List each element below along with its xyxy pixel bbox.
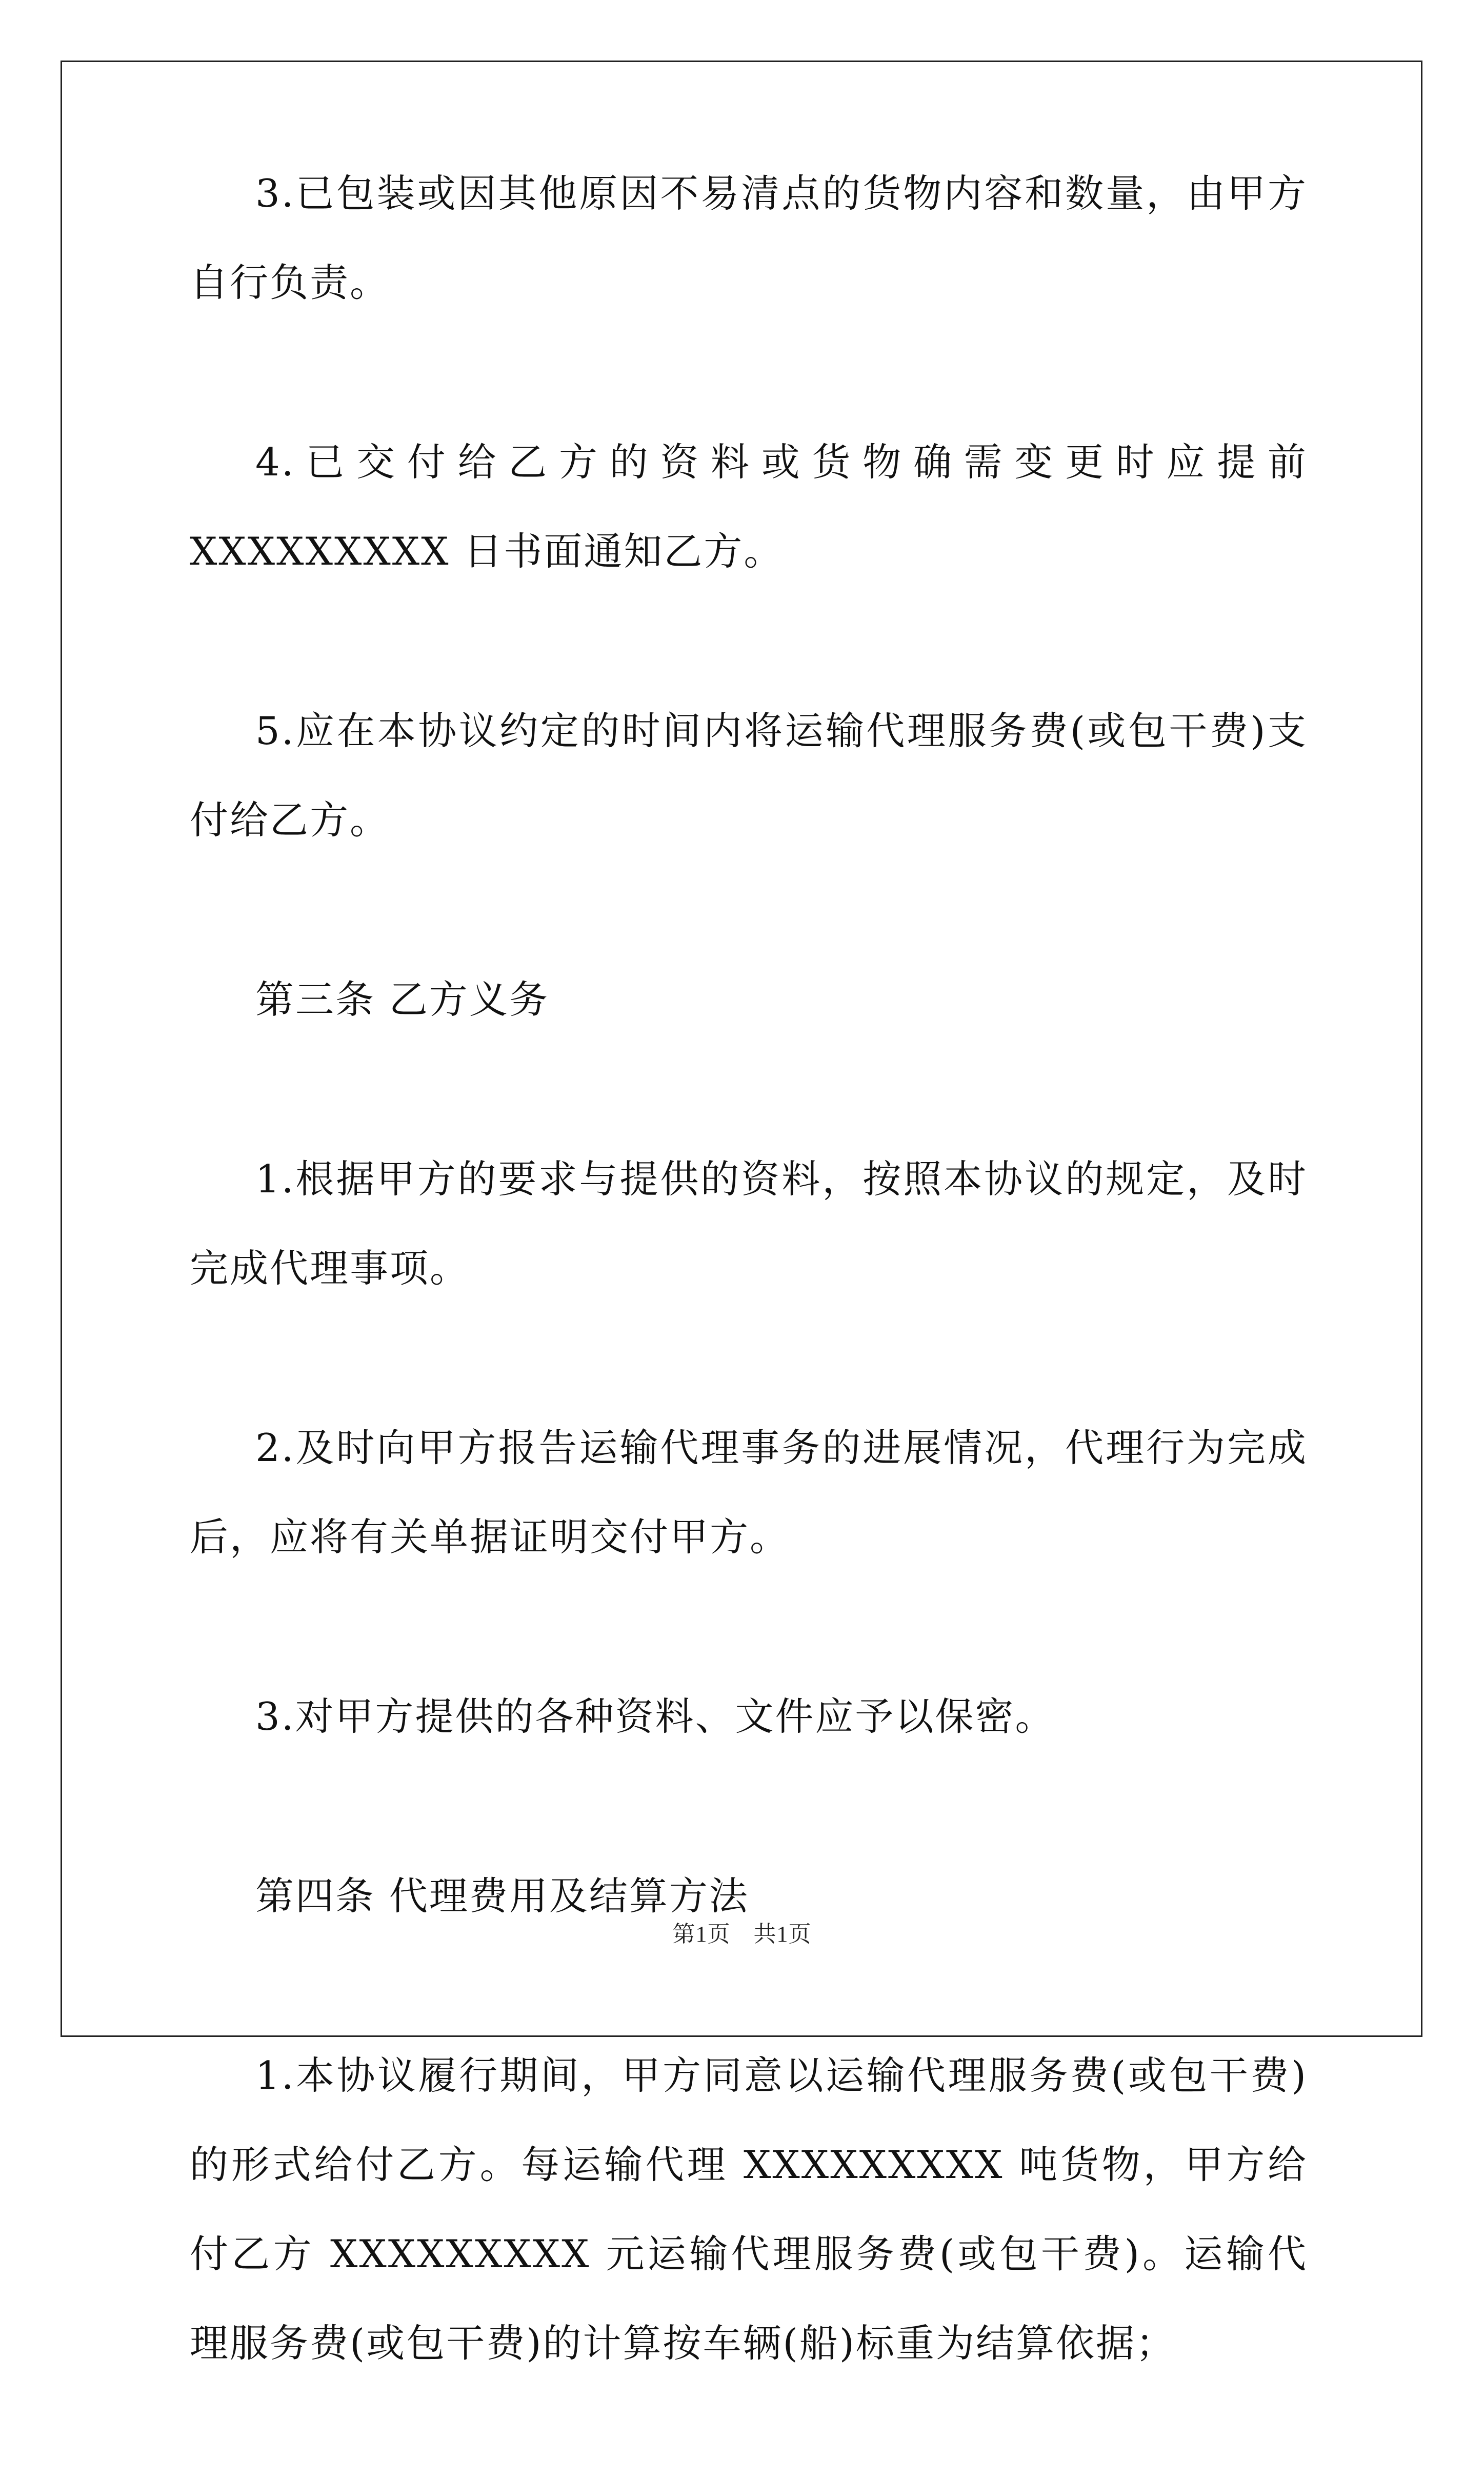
paragraph-clause-3-item-2: 2.及时向甲方报告运输代理事务的进展情况，代理行为完成后，应将有关单据证明交付甲方。 [190, 1425, 1308, 1560]
heading-clause-3: 第三条 乙方义务 [255, 977, 549, 1022]
paragraph-clause-4-item-1: 1.本协议履行期间，甲方同意以运输代理服务费(或包干费)的形式给付乙方。每运输代理 XXXXXXXXX 吨货物，甲方给付乙方 XXXXXXXXX 元运输代理服务费(或包干费)。运输代理服务费(或包干费)的计算按车辆(船)标重为结算依据； [190, 2053, 1308, 2366]
heading-clause-4: 第四条 代理费用及结算方法 [255, 1873, 749, 1919]
paragraph-clause-3-item-1: 1.根据甲方的要求与提供的资料，按照本协议的规定，及时完成代理事项。 [190, 1156, 1308, 1291]
paragraph-clause-2-item-3: 3.已包装或因其他原因不易清点的货物内容和数量，由甲方自行负责。 [190, 171, 1308, 305]
paragraph-clause-3-item-3: 3.对甲方提供的各种资料、文件应予以保密。 [255, 1694, 1055, 1739]
paragraph-clause-2-item-5: 5.应在本协议约定的时间内将运输代理服务费(或包干费)支付给乙方。 [190, 708, 1308, 843]
paragraph-clause-2-item-4: 4.已交付给乙方的资料或货物确需变更时应提前 XXXXXXXXX 日书面通知乙方。 [190, 439, 1308, 574]
document-body [190, 149, 1308, 2478]
page-footer: 第1页 共1页 [672, 1922, 812, 1947]
